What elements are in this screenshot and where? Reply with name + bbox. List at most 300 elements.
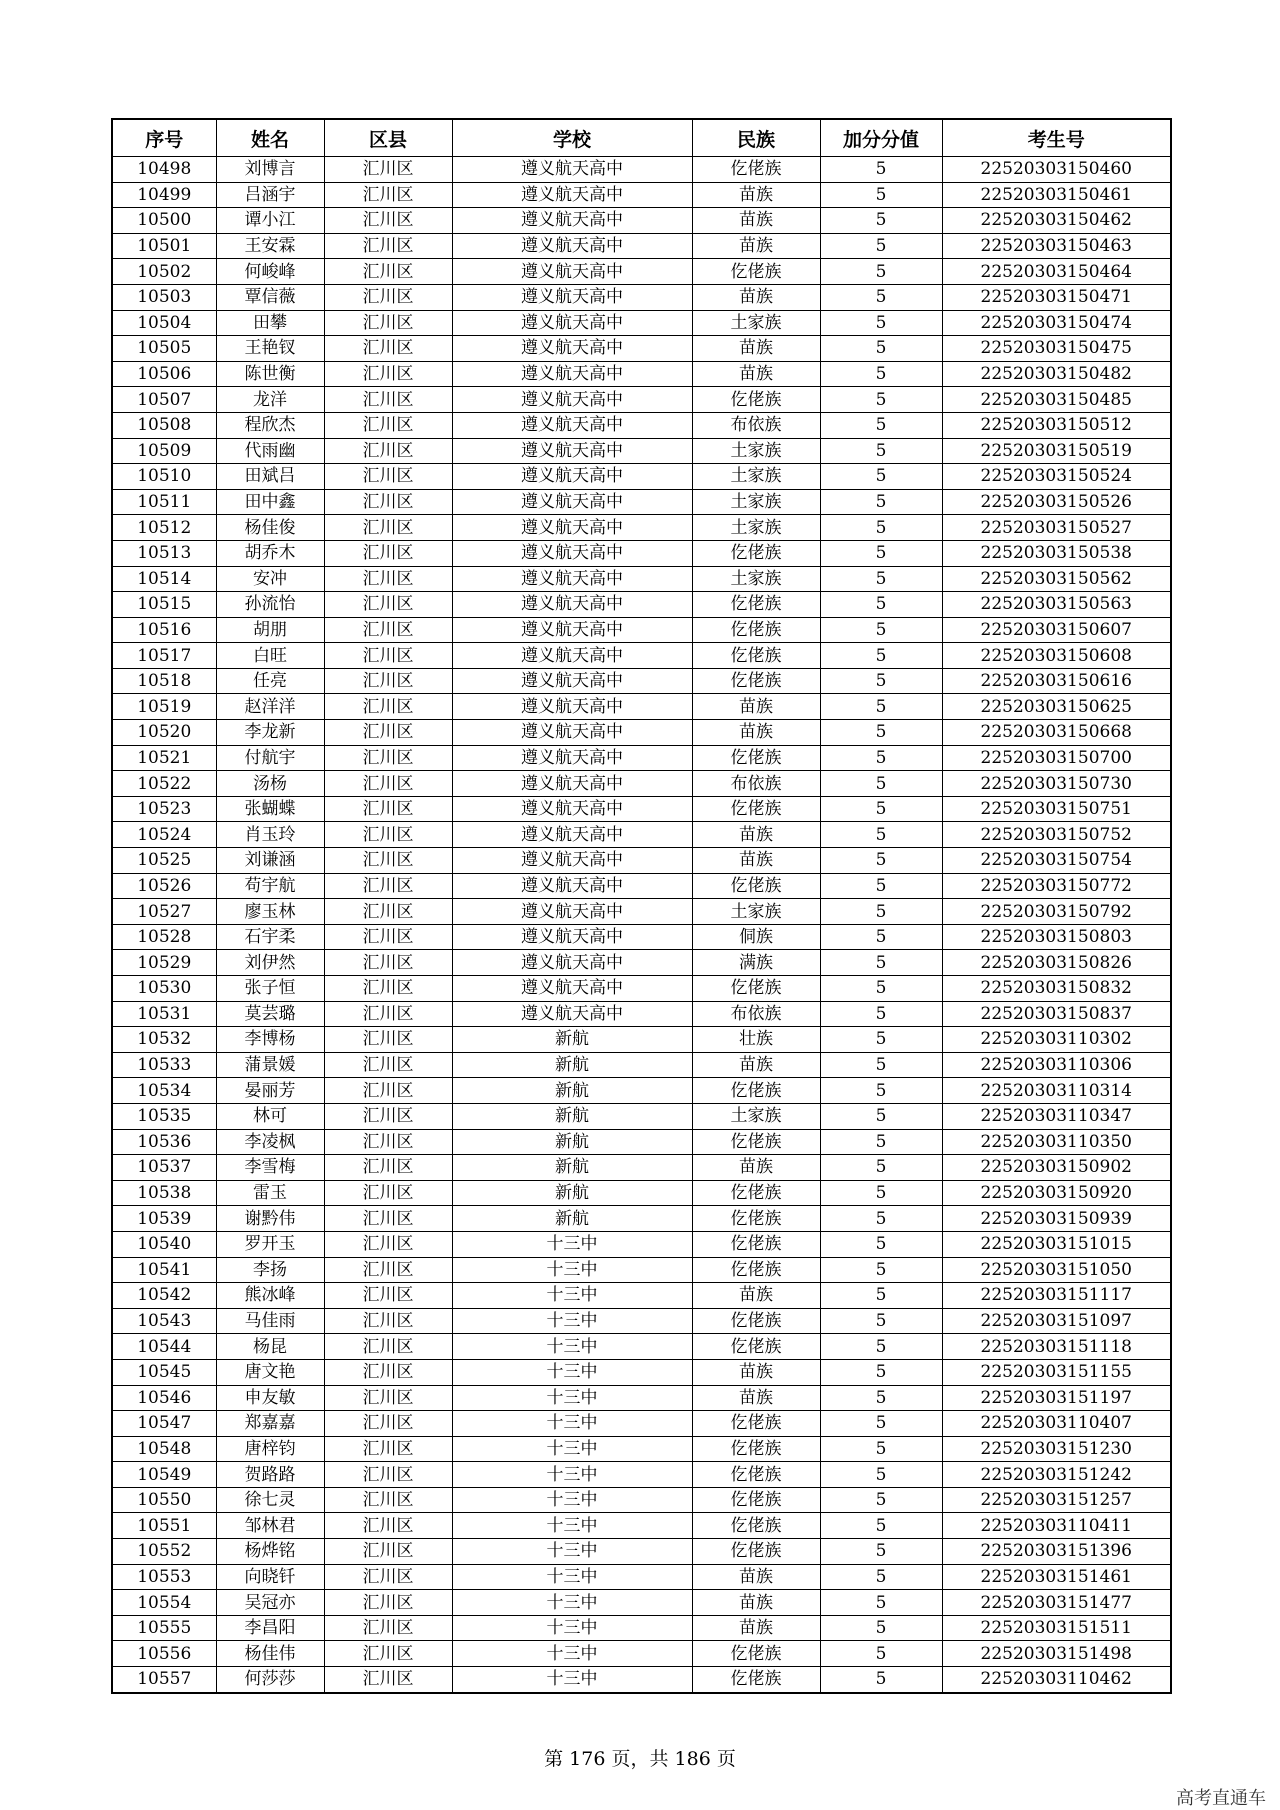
cell-ethnicity: 仡佬族 [692,873,820,899]
table-body [112,157,1171,1693]
cell-name: 罗开玉 [216,1231,324,1257]
cell-index: 10549 [112,1462,216,1488]
cell-name: 任亮 [216,668,324,694]
cell-school: 遵义航天高中 [452,540,692,566]
cell-district: 汇川区 [324,310,452,336]
cell-exam-id: 22520303150485 [942,387,1171,413]
cell-exam-id: 22520303151050 [942,1257,1171,1283]
cell-school: 遵义航天高中 [452,848,692,874]
cell-district: 汇川区 [324,464,452,490]
cell-district: 汇川区 [324,566,452,592]
cell-ethnicity: 土家族 [692,464,820,490]
cell-index: 10498 [112,157,216,183]
cell-school: 新航 [452,1180,692,1206]
cell-index: 10545 [112,1359,216,1385]
cell-bonus: 5 [820,540,942,566]
cell-exam-id: 22520303150668 [942,720,1171,746]
cell-index: 10509 [112,438,216,464]
cell-bonus: 5 [820,1257,942,1283]
cell-index: 10507 [112,387,216,413]
cell-bonus: 5 [820,1231,942,1257]
table-row [112,976,1171,1002]
cell-district: 汇川区 [324,771,452,797]
table-row [112,1027,1171,1053]
cell-index: 10557 [112,1667,216,1693]
col-header-name: 姓名 [216,119,324,157]
cell-index: 10515 [112,592,216,618]
table-row [112,1641,1171,1667]
cell-ethnicity: 苗族 [692,233,820,259]
cell-name: 郑嘉嘉 [216,1411,324,1437]
table-row [112,1411,1171,1437]
cell-index: 10520 [112,720,216,746]
cell-index: 10525 [112,848,216,874]
cell-exam-id: 22520303151477 [942,1590,1171,1616]
cell-bonus: 5 [820,643,942,669]
cell-index: 10513 [112,540,216,566]
cell-index: 10540 [112,1231,216,1257]
cell-bonus: 5 [820,208,942,234]
cell-name: 李昌阳 [216,1615,324,1641]
cell-bonus: 5 [820,694,942,720]
cell-ethnicity: 苗族 [692,1283,820,1309]
cell-district: 汇川区 [324,924,452,950]
table-row [112,208,1171,234]
cell-district: 汇川区 [324,233,452,259]
cell-name: 汤杨 [216,771,324,797]
cell-name: 邹林君 [216,1513,324,1539]
table-row [112,822,1171,848]
cell-school: 十三中 [452,1513,692,1539]
col-header-school: 学校 [452,119,692,157]
cell-exam-id: 22520303151257 [942,1487,1171,1513]
table-row [112,694,1171,720]
cell-school: 遵义航天高中 [452,822,692,848]
cell-exam-id: 22520303151511 [942,1615,1171,1641]
table-row [112,1129,1171,1155]
cell-exam-id: 22520303150527 [942,515,1171,541]
cell-school: 新航 [452,1155,692,1181]
cell-index: 10532 [112,1027,216,1053]
cell-ethnicity: 苗族 [692,1155,820,1181]
cell-bonus: 5 [820,899,942,925]
cell-district: 汇川区 [324,720,452,746]
cell-index: 10531 [112,1001,216,1027]
cell-ethnicity: 满族 [692,950,820,976]
cell-exam-id: 22520303151461 [942,1564,1171,1590]
cell-name: 雷玉 [216,1180,324,1206]
cell-school: 遵义航天高中 [452,259,692,285]
table-row [112,182,1171,208]
cell-bonus: 5 [820,617,942,643]
cell-district: 汇川区 [324,694,452,720]
table-row [112,1487,1171,1513]
cell-school: 遵义航天高中 [452,668,692,694]
cell-index: 10511 [112,489,216,515]
cell-school: 十三中 [452,1283,692,1309]
table-row [112,1436,1171,1462]
cell-ethnicity: 仡佬族 [692,157,820,183]
cell-ethnicity: 布依族 [692,412,820,438]
cell-district: 汇川区 [324,1539,452,1565]
cell-district: 汇川区 [324,1615,452,1641]
cell-index: 10517 [112,643,216,669]
cell-bonus: 5 [820,771,942,797]
cell-name: 杨烨铭 [216,1539,324,1565]
table-row [112,1539,1171,1565]
cell-school: 新航 [452,1103,692,1129]
cell-bonus: 5 [820,1385,942,1411]
table-row [112,1206,1171,1232]
table-row [112,1257,1171,1283]
table-row [112,771,1171,797]
cell-index: 10555 [112,1615,216,1641]
cell-bonus: 5 [820,822,942,848]
cell-name: 覃信薇 [216,284,324,310]
cell-name: 林可 [216,1103,324,1129]
table-row [112,336,1171,362]
cell-index: 10539 [112,1206,216,1232]
cell-school: 遵义航天高中 [452,310,692,336]
cell-district: 汇川区 [324,259,452,285]
cell-school: 遵义航天高中 [452,1001,692,1027]
cell-index: 10503 [112,284,216,310]
cell-name: 向晓钎 [216,1564,324,1590]
cell-district: 汇川区 [324,848,452,874]
cell-district: 汇川区 [324,412,452,438]
cell-district: 汇川区 [324,336,452,362]
cell-exam-id: 22520303150463 [942,233,1171,259]
cell-name: 唐梓钧 [216,1436,324,1462]
cell-school: 遵义航天高中 [452,976,692,1002]
cell-district: 汇川区 [324,1590,452,1616]
cell-school: 遵义航天高中 [452,950,692,976]
cell-school: 新航 [452,1206,692,1232]
cell-district: 汇川区 [324,182,452,208]
cell-bonus: 5 [820,976,942,1002]
table-row [112,617,1171,643]
cell-name: 赵洋洋 [216,694,324,720]
cell-exam-id: 22520303110350 [942,1129,1171,1155]
cell-exam-id: 22520303150803 [942,924,1171,950]
cell-index: 10547 [112,1411,216,1437]
cell-name: 付航宇 [216,745,324,771]
cell-ethnicity: 仡佬族 [692,1641,820,1667]
cell-name: 肖玉玲 [216,822,324,848]
cell-name: 杨佳伟 [216,1641,324,1667]
cell-index: 10500 [112,208,216,234]
cell-bonus: 5 [820,1487,942,1513]
cell-district: 汇川区 [324,796,452,822]
cell-district: 汇川区 [324,1001,452,1027]
cell-school: 十三中 [452,1385,692,1411]
cell-ethnicity: 苗族 [692,1385,820,1411]
cell-district: 汇川区 [324,1641,452,1667]
table-row [112,438,1171,464]
cell-district: 汇川区 [324,950,452,976]
cell-index: 10506 [112,361,216,387]
cell-name: 石宇柔 [216,924,324,950]
cell-school: 十三中 [452,1308,692,1334]
col-header-index: 序号 [112,119,216,157]
cell-name: 刘谦涵 [216,848,324,874]
cell-exam-id: 22520303151396 [942,1539,1171,1565]
cell-index: 10535 [112,1103,216,1129]
cell-district: 汇川区 [324,1334,452,1360]
table-row [112,1462,1171,1488]
table-row [112,873,1171,899]
cell-exam-id: 22520303150461 [942,182,1171,208]
table-row [112,566,1171,592]
cell-ethnicity: 仡佬族 [692,1257,820,1283]
cell-district: 汇川区 [324,1436,452,1462]
cell-index: 10542 [112,1283,216,1309]
cell-school: 十三中 [452,1411,692,1437]
cell-district: 汇川区 [324,1103,452,1129]
cell-ethnicity: 苗族 [692,1615,820,1641]
cell-district: 汇川区 [324,1078,452,1104]
cell-school: 遵义航天高中 [452,566,692,592]
cell-district: 汇川区 [324,822,452,848]
cell-school: 遵义航天高中 [452,284,692,310]
cell-index: 10551 [112,1513,216,1539]
cell-name: 晏丽芳 [216,1078,324,1104]
cell-exam-id: 22520303150526 [942,489,1171,515]
cell-index: 10546 [112,1385,216,1411]
cell-bonus: 5 [820,1027,942,1053]
cell-exam-id: 22520303150538 [942,540,1171,566]
cell-bonus: 5 [820,1334,942,1360]
cell-district: 汇川区 [324,1462,452,1488]
cell-exam-id: 22520303110347 [942,1103,1171,1129]
cell-district: 汇川区 [324,1385,452,1411]
cell-ethnicity: 仡佬族 [692,1334,820,1360]
page-number: 第 176 页，共 186 页 [544,1748,736,1770]
cell-exam-id: 22520303150474 [942,310,1171,336]
cell-bonus: 5 [820,592,942,618]
table-row [112,950,1171,976]
cell-ethnicity: 仡佬族 [692,1411,820,1437]
cell-district: 汇川区 [324,592,452,618]
cell-district: 汇川区 [324,643,452,669]
cell-bonus: 5 [820,1206,942,1232]
cell-school: 遵义航天高中 [452,438,692,464]
cell-district: 汇川区 [324,1206,452,1232]
table-row [112,489,1171,515]
cell-school: 遵义航天高中 [452,208,692,234]
table-row [112,643,1171,669]
cell-name: 吴冠亦 [216,1590,324,1616]
cell-name: 唐文艳 [216,1359,324,1385]
cell-index: 10527 [112,899,216,925]
cell-school: 十三中 [452,1487,692,1513]
cell-index: 10502 [112,259,216,285]
cell-ethnicity: 仡佬族 [692,540,820,566]
cell-index: 10550 [112,1487,216,1513]
cell-bonus: 5 [820,310,942,336]
cell-ethnicity: 仡佬族 [692,1231,820,1257]
cell-ethnicity: 土家族 [692,438,820,464]
cell-bonus: 5 [820,1129,942,1155]
cell-school: 遵义航天高中 [452,387,692,413]
cell-ethnicity: 苗族 [692,336,820,362]
cell-district: 汇川区 [324,489,452,515]
cell-district: 汇川区 [324,1513,452,1539]
cell-exam-id: 22520303150607 [942,617,1171,643]
cell-name: 安冲 [216,566,324,592]
cell-exam-id: 22520303151015 [942,1231,1171,1257]
cell-bonus: 5 [820,336,942,362]
cell-school: 遵义航天高中 [452,924,692,950]
table-row [112,412,1171,438]
cell-index: 10522 [112,771,216,797]
cell-school: 十三中 [452,1539,692,1565]
table-row [112,796,1171,822]
cell-bonus: 5 [820,720,942,746]
cell-bonus: 5 [820,259,942,285]
cell-district: 汇川区 [324,1564,452,1590]
cell-exam-id: 22520303110462 [942,1667,1171,1693]
cell-ethnicity: 苗族 [692,694,820,720]
cell-exam-id: 22520303150482 [942,361,1171,387]
cell-ethnicity: 仡佬族 [692,1487,820,1513]
cell-index: 10504 [112,310,216,336]
table-row [112,1564,1171,1590]
table-row [112,848,1171,874]
cell-school: 十三中 [452,1590,692,1616]
cell-index: 10501 [112,233,216,259]
cell-index: 10534 [112,1078,216,1104]
cell-ethnicity: 仡佬族 [692,796,820,822]
table-row [112,1590,1171,1616]
cell-name: 田中鑫 [216,489,324,515]
cell-index: 10556 [112,1641,216,1667]
cell-district: 汇川区 [324,1359,452,1385]
cell-school: 十三中 [452,1462,692,1488]
cell-bonus: 5 [820,387,942,413]
cell-district: 汇川区 [324,976,452,1002]
cell-name: 程欣杰 [216,412,324,438]
cell-index: 10524 [112,822,216,848]
cell-bonus: 5 [820,1615,942,1641]
cell-ethnicity: 布依族 [692,1001,820,1027]
cell-ethnicity: 仡佬族 [692,1513,820,1539]
cell-ethnicity: 侗族 [692,924,820,950]
cell-bonus: 5 [820,796,942,822]
cell-ethnicity: 仡佬族 [692,592,820,618]
cell-index: 10536 [112,1129,216,1155]
cell-school: 遵义航天高中 [452,899,692,925]
cell-bonus: 5 [820,1103,942,1129]
cell-exam-id: 22520303110411 [942,1513,1171,1539]
cell-index: 10538 [112,1180,216,1206]
cell-index: 10529 [112,950,216,976]
cell-bonus: 5 [820,1308,942,1334]
table-row [112,745,1171,771]
cell-school: 十三中 [452,1615,692,1641]
cell-exam-id: 22520303150920 [942,1180,1171,1206]
cell-bonus: 5 [820,745,942,771]
cell-name: 贺路路 [216,1462,324,1488]
cell-name: 胡乔木 [216,540,324,566]
cell-name: 张子恒 [216,976,324,1002]
cell-district: 汇川区 [324,438,452,464]
cell-district: 汇川区 [324,1257,452,1283]
candidates-table [111,118,1172,1694]
cell-ethnicity: 苗族 [692,1359,820,1385]
cell-school: 十三中 [452,1641,692,1667]
cell-name: 谢黔伟 [216,1206,324,1232]
cell-district: 汇川区 [324,1667,452,1693]
cell-index: 10530 [112,976,216,1002]
cell-name: 代雨幽 [216,438,324,464]
cell-school: 十三中 [452,1257,692,1283]
table-row [112,310,1171,336]
cell-bonus: 5 [820,1667,942,1693]
cell-ethnicity: 仡佬族 [692,1436,820,1462]
cell-school: 遵义航天高中 [452,873,692,899]
cell-name: 熊冰峰 [216,1283,324,1309]
cell-bonus: 5 [820,1436,942,1462]
cell-district: 汇川区 [324,1155,452,1181]
table-row [112,668,1171,694]
table-row [112,1334,1171,1360]
cell-school: 遵义航天高中 [452,617,692,643]
cell-exam-id: 22520303150754 [942,848,1171,874]
cell-school: 遵义航天高中 [452,412,692,438]
table-row [112,1078,1171,1104]
cell-name: 龙洋 [216,387,324,413]
cell-district: 汇川区 [324,1487,452,1513]
cell-exam-id: 22520303150832 [942,976,1171,1002]
table-row [112,361,1171,387]
table-row [112,464,1171,490]
cell-ethnicity: 仡佬族 [692,617,820,643]
cell-exam-id: 22520303110302 [942,1027,1171,1053]
cell-exam-id: 22520303150524 [942,464,1171,490]
cell-school: 十三中 [452,1231,692,1257]
cell-school: 新航 [452,1027,692,1053]
cell-exam-id: 22520303150471 [942,284,1171,310]
cell-school: 遵义航天高中 [452,361,692,387]
cell-name: 马佳雨 [216,1308,324,1334]
table-row [112,259,1171,285]
cell-ethnicity: 苗族 [692,284,820,310]
cell-bonus: 5 [820,848,942,874]
cell-ethnicity: 仡佬族 [692,259,820,285]
cell-exam-id: 22520303150700 [942,745,1171,771]
cell-index: 10521 [112,745,216,771]
cell-bonus: 5 [820,1180,942,1206]
table-row [112,1103,1171,1129]
cell-ethnicity: 苗族 [692,1564,820,1590]
table-row [112,515,1171,541]
cell-district: 汇川区 [324,1308,452,1334]
cell-bonus: 5 [820,1564,942,1590]
cell-name: 张蝴蝶 [216,796,324,822]
cell-school: 十三中 [452,1359,692,1385]
cell-bonus: 5 [820,1411,942,1437]
cell-district: 汇川区 [324,1231,452,1257]
cell-bonus: 5 [820,1590,942,1616]
cell-exam-id: 22520303150939 [942,1206,1171,1232]
cell-name: 李龙新 [216,720,324,746]
cell-ethnicity: 仡佬族 [692,1078,820,1104]
cell-bonus: 5 [820,515,942,541]
cell-exam-id: 22520303150792 [942,899,1171,925]
cell-school: 遵义航天高中 [452,796,692,822]
cell-name: 胡朋 [216,617,324,643]
